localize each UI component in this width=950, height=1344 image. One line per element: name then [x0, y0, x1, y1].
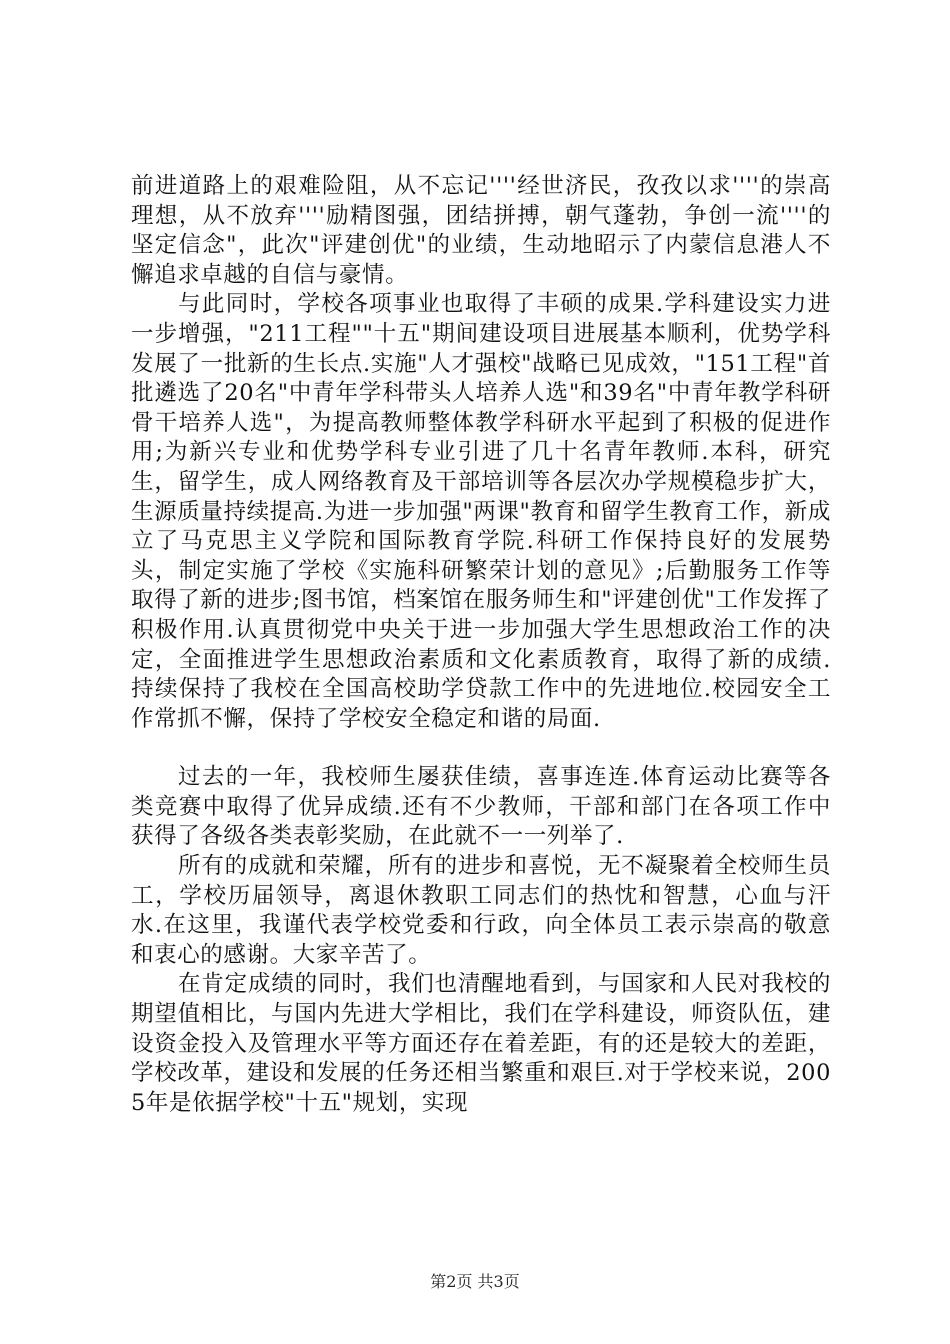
- document-body: [131, 172, 831, 1118]
- paragraph-past-year: 过去的一年，我校师生屡获佳绩，喜事连连.体育运动比赛等各类竞赛中取得了优异成绩.还有不少教师，干部和部门在各项工作中获得了各级各类表彰奖励，在此就不一一列举了.: [131, 764, 831, 850]
- paragraph-achievements: 与此同时，学校各项事业也取得了丰硕的成果.学科建设实力进一步增强，"211工程""十五"期间建设项目进展基本顺利，优势学科发展了一批新的生长点.实施"人才强校"战略已见成效，"151工程"首批遴选了20名"中青年学科带头人培养人选"和39名"中青年教学科研骨干培养人选"，为提高教师整体教学科研水平起到了积极的促进作用;为新兴专业和优势学科专业引进了几十名青年教师.本科，研究生，留学生，成人网络教育及干部培训等各层次办学规模稳步扩大，生源质量持续提高.为进一步加强"两课"教育和留学生教育工作，新成立了马克思主义学院和国际教育学院.科研工作保持良好的发展势头，制定实施了学校《实施科研繁荣计划的意见》;后勤服务工作等取得了新的进步;图书馆，档案馆在服务师生和"评建创优"工作发挥了积极作用.认真贯彻党中央关于进一步加强大学生思想政治工作的决定，全面推进学生思想政治素质和文化素质教育，取得了新的成绩.持续保持了我校在全国高校助学贷款工作中的先进地位.校园安全工作常抓不懈，保持了学校安全稳定和谐的局面.: [131, 291, 831, 732]
- paragraph-gratitude: 所有的成就和荣耀，所有的进步和喜悦，无不凝聚着全校师生员工，学校历届领导，离退休教职工同志们的热忱和智慧，心血与汗水.在这里，我谨代表学校党委和行政，向全体员工表示崇高的敬意和衷心的感谢。大家辛苦了。: [131, 853, 831, 968]
- page-number-footer: 第2页 共3页: [430, 1272, 520, 1291]
- paragraph-continuation: 前进道路上的艰难险阻，从不忘记''''经世济民，孜孜以求''''的崇高理想，从不放弃''''励精图强，团结拼搏，朝气蓬勃，争创一流''''的坚定信念"，此次"评建创优"的业绩，生动地昭示了内蒙信息港人不懈追求卓越的自信与豪情。: [131, 173, 831, 288]
- paragraph-challenges: 在肯定成绩的同时，我们也清醒地看到，与国家和人民对我校的期望值相比，与国内先进大学相比，我们在学科建设，师资队伍，建设资金投入及管理水平等方面还存在着差距，有的还是较大的差距，学校改革，建设和发展的任务还相当繁重和艰巨.对于学校来说，2005年是依据学校"十五"规划，实现: [131, 971, 831, 1116]
